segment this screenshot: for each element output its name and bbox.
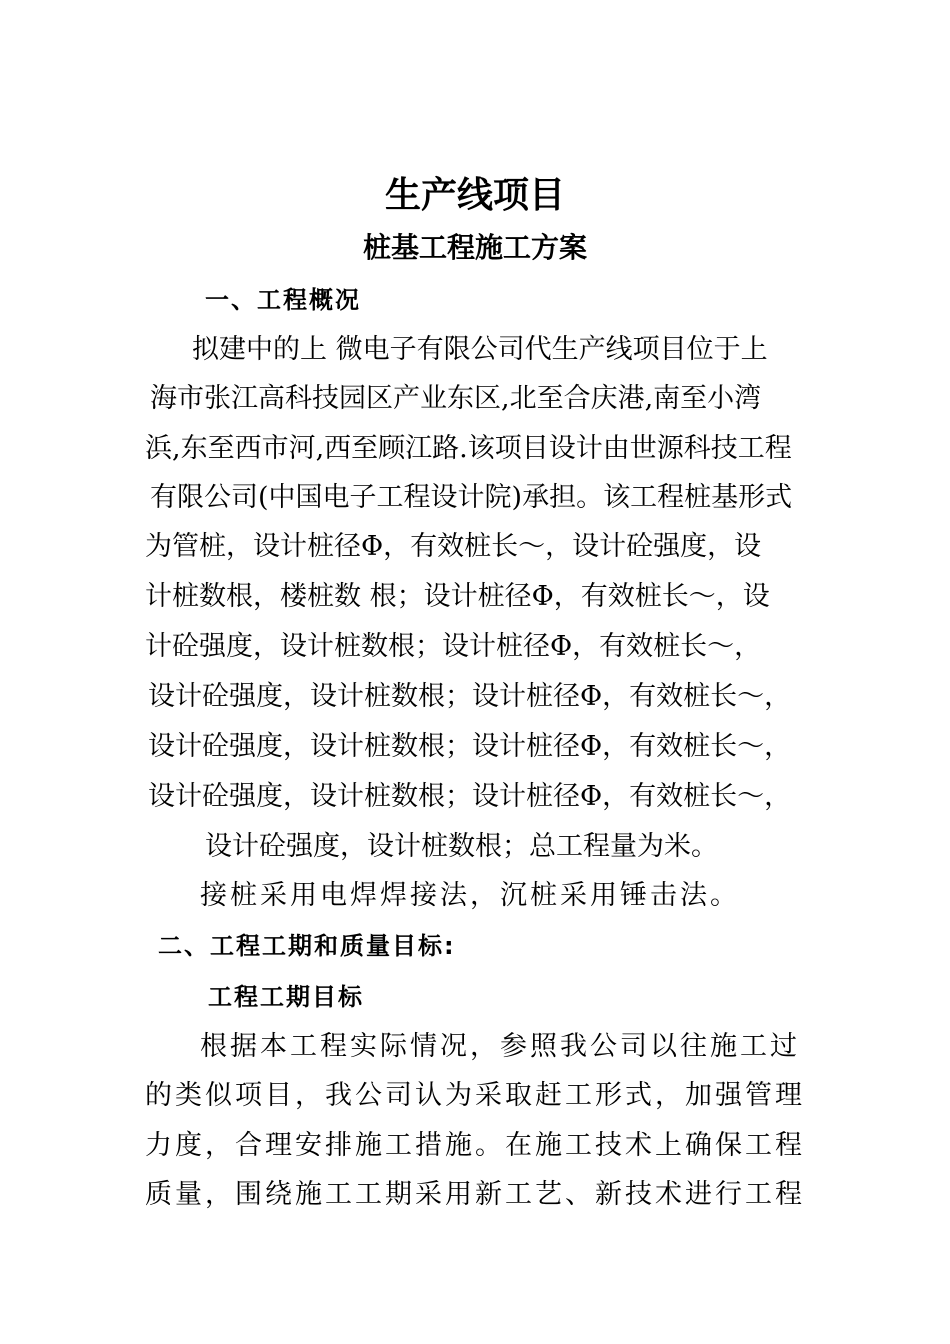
paragraph-line: 设计砼强度，设计桩数根；设计桩径Φ，有效桩长～， <box>148 781 792 812</box>
paragraph-line: 计砼强度，设计桩数根；设计桩径Φ，有效桩长～， <box>145 631 762 662</box>
paragraph-line: 质量，围绕施工工期采用新工艺、新技术进行工程 <box>145 1179 805 1210</box>
section-heading-overview: 一、工程概况 <box>205 286 361 314</box>
paragraph-line: 为管桩，设计桩径Φ，有效桩长～，设计砼强度，设 <box>145 531 762 562</box>
paragraph-line: 设计砼强度，设计桩数根；设计桩径Φ，有效桩长～， <box>148 731 792 762</box>
paragraph-line: 设计砼强度，设计桩数根；总工程量为米。 <box>205 831 718 862</box>
paragraph-line: 拟建中的上 微电子有限公司代生产线项目位于上 <box>192 334 768 365</box>
paragraph-line: 力度，合理安排施工措施。在施工技术上确保工程 <box>145 1130 805 1161</box>
paragraph-line: 浜,东至西市河,西至顾江路.该项目设计由世源科技工程 <box>145 433 792 464</box>
paragraph-line: 有限公司(中国电子工程设计院)承担。该工程桩基形式 <box>150 482 793 513</box>
document-title: 生产线项目 <box>384 175 565 216</box>
paragraph-line: 设计砼强度，设计桩数根；设计桩径Φ，有效桩长～， <box>148 681 792 712</box>
paragraph-line: 海市张江高科技园区产业东区,北至合庆港,南至小湾 <box>150 383 762 414</box>
paragraph-line: 根据本工程实际情况，参照我公司以往施工过 <box>200 1031 800 1062</box>
document-subtitle: 桩基工程施工方案 <box>362 231 587 264</box>
subsection-heading-schedule: 工程工期目标 <box>208 983 364 1011</box>
paragraph-line: 计桩数根，楼桩数 根；设计桩径Φ，有效桩长～，设 <box>145 581 770 612</box>
paragraph-line-method: 接桩采用电焊焊接法，沉桩采用锤击法。 <box>200 880 740 911</box>
paragraph-line: 的类似项目，我公司认为采取赶工形式，加强管理 <box>145 1080 805 1111</box>
section-heading-schedule-quality: 二、工程工期和质量目标: <box>158 932 456 960</box>
